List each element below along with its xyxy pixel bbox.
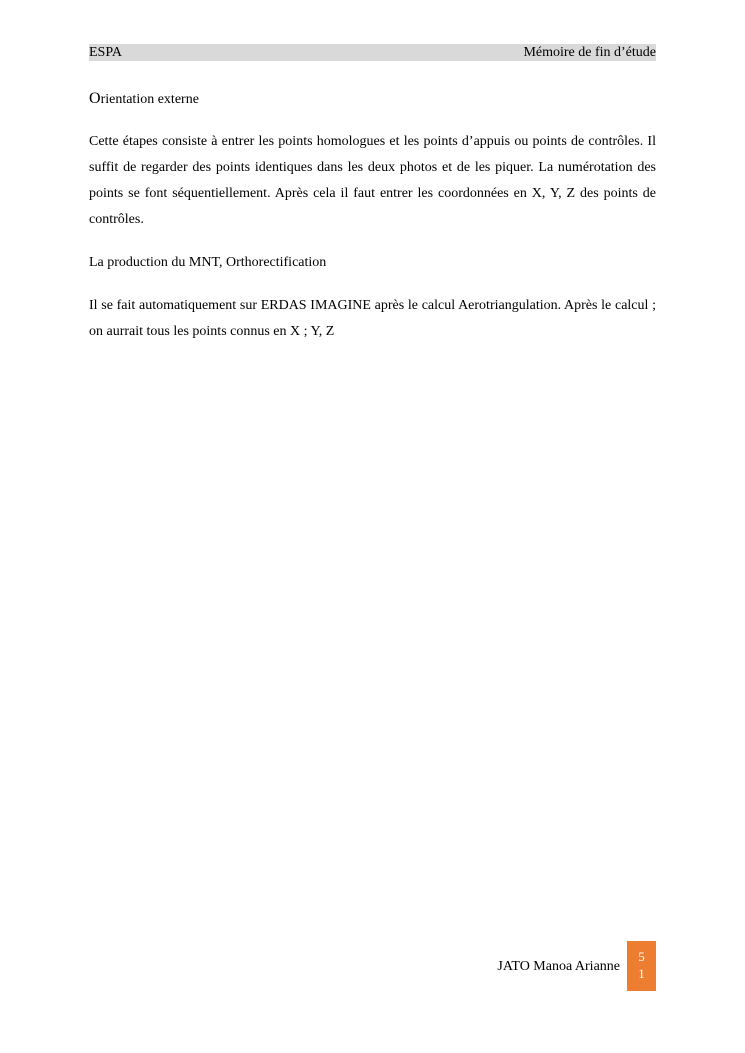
- heading-rest: rientation externe: [100, 92, 199, 107]
- paragraph-orientation: Cette étapes consiste à entrer les points homologues et les points d’appuis ou points de contrôles. Il suffit de regarder des points identiques dans les deux photos et de les piquer. La numérotation des points se font séquentiellement. Après cela il faut entrer les coordonnées en X, Y, Z des points de contrôles.: [89, 134, 656, 227]
- page-body: [89, 86, 656, 345]
- section-heading-orientation: [89, 86, 656, 112]
- footer-author: JATO Manoa Arianne: [497, 959, 620, 974]
- page-number-digit-1: 5: [638, 949, 645, 964]
- page-number-badge: [627, 941, 656, 991]
- header-institution: ESPA: [89, 45, 122, 60]
- heading-initial: O: [89, 90, 101, 107]
- paragraph-mnt: Il se fait automatiquement sur ERDAS IMAGINE après le calcul Aerotriangulation. Après le calcul ; on aurrait tous les points connus en X ; Y, Z: [89, 298, 656, 339]
- page-number-digit-2: 1: [638, 966, 645, 981]
- section-heading-mnt: La production du MNT, Orthorectification: [89, 255, 327, 270]
- page-header: [89, 44, 656, 61]
- header-document-title: Mémoire de fin d’étude: [523, 45, 656, 60]
